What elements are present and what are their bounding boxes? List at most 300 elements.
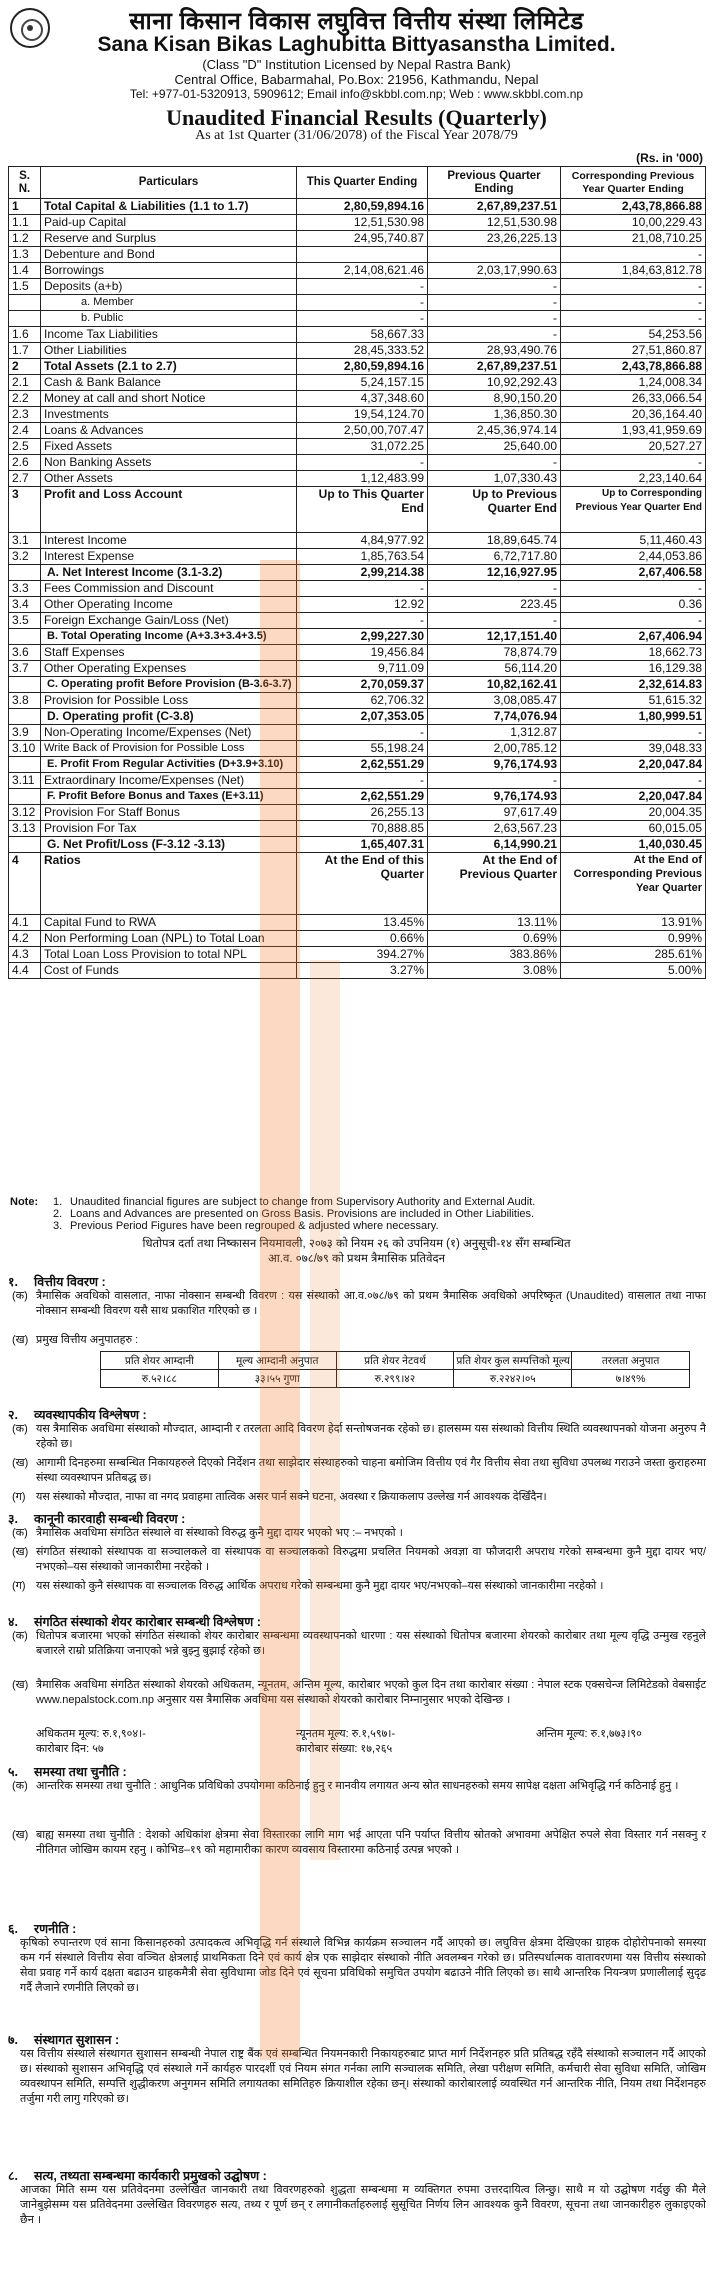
table-cell: Non-Operating Income/Expenses (Net): [41, 725, 297, 741]
table-cell: 3: [9, 487, 41, 533]
table-cell: Interest Expense: [41, 549, 297, 565]
table-cell: 21,08,710.25: [561, 231, 706, 247]
table-cell: Interest Income: [41, 533, 297, 549]
nepali-intro: [20, 1237, 693, 1267]
table-cell: 3.2: [9, 549, 41, 565]
table-row: [9, 645, 706, 661]
section-1-kha: (ख) प्रमुख वित्तीय अनुपातहरु :: [12, 1334, 139, 1346]
section-8-heading: ८. सत्य, तथ्यता सम्बन्धमा कार्यकारी प्रमुखको उद्घोषण :: [8, 2169, 267, 2183]
table-row: [9, 359, 706, 375]
pl-header-row: [9, 487, 706, 533]
table-cell: Ratios: [41, 853, 297, 915]
table-cell: Up to Previous Quarter End: [428, 487, 561, 533]
table-row: [9, 343, 706, 359]
table-cell: मूल्य आम्दानी अनुपात: [218, 1352, 336, 1370]
table-cell: -: [297, 295, 428, 311]
table-cell: 1.2: [9, 231, 41, 247]
table-row: [9, 963, 706, 979]
table-cell: 2,20,047.84: [561, 789, 706, 805]
table-cell: 0.99%: [561, 931, 706, 947]
table-cell: 2,67,406.94: [561, 629, 706, 645]
intro-line: धितोपत्र दर्ता तथा निष्कासन नियमावली, २०७३ को नियम २६ को उपनियम (१) अनुसूची-१४ सँग सम्बन्धित: [142, 1238, 571, 1250]
table-cell: 2.1: [9, 375, 41, 391]
table-cell: -: [297, 773, 428, 789]
section-2-heading: २. व्यवस्थापकीय विश्लेषण :: [8, 1408, 147, 1422]
table-row: [9, 931, 706, 947]
table-cell: 394.27%: [297, 947, 428, 963]
table-cell: 51,615.32: [561, 693, 706, 709]
table-cell: 1,85,763.54: [297, 549, 428, 565]
table-cell: 2.7: [9, 471, 41, 487]
table-cell: 2,03,17,990.63: [428, 263, 561, 279]
table-cell: -: [297, 613, 428, 629]
table-cell: -: [428, 773, 561, 789]
table-cell: 1,40,030.45: [561, 837, 706, 853]
table-cell: -: [297, 725, 428, 741]
section-4-kha: (ख) त्रैमासिक अवधिमा संगठित संस्थाको शेयरको अधिकतम, न्यूनतम, अन्तिम मूल्य, कारोबार भएको कुल दिन तथा कारोबार संख्या : नेपाल स्टक एक्सचेन्ज लिमिटेडको वेबसाईट www.nepalstock.com.np अनुसार यस त्रैमासिक अवधिमा यस संस्थाको शेयरको कारोबार निम्नानुसार भएको देखिन्छ ।: [12, 1679, 706, 1706]
note-item: 2. Loans and Advances are presented on Gross Basis. Provisions are included in Other Liabilities.: [53, 1208, 535, 1220]
table-cell: Provision For Staff Bonus: [41, 805, 297, 821]
table-cell: 3.9: [9, 725, 41, 741]
section-5-kha: (ख) बाह्य समस्या तथा चुनौति : देशको अधिकांश क्षेत्रमा सेवा विस्तारका लागि माग भई आएता पनि पर्याप्त वित्तीय स्रोतको अभावमा अपेक्षित रुपले सेवा विस्तार गर्न नसक्नु र नीतिगत जोखिम कायम रहनु । कोभिड–१९ को महामारीका कारण व्यवसाय विस्तारमा कठिनाई उत्पन्न भएको ।: [12, 1829, 706, 1856]
table-row: [9, 247, 706, 263]
table-cell: 1,84,63,812.78: [561, 263, 706, 279]
table-cell: तरलता अनुपात: [572, 1352, 690, 1370]
table-cell: Other Assets: [41, 471, 297, 487]
table-cell: 10,82,162.41: [428, 677, 561, 693]
table-cell: 2,80,59,894.16: [297, 199, 428, 215]
max-price: अधिकतम मूल्य: रु.१,९०४।-: [36, 1728, 146, 1740]
table-cell: 2,44,053.86: [561, 549, 706, 565]
company-name-english: Sana Kisan Bikas Laghubitta Bittyasanstha Limited.: [97, 33, 616, 56]
table-cell: 1,24,008.34: [561, 375, 706, 391]
table-cell: 60,015.05: [561, 821, 706, 837]
table-cell: 58,667.33: [297, 327, 428, 343]
table-cell: -: [428, 455, 561, 471]
table-cell: 3.6: [9, 645, 41, 661]
table-cell: 19,456.84: [297, 645, 428, 661]
table-cell: 2,99,214.38: [297, 565, 428, 581]
table-cell: [9, 837, 41, 853]
table-cell: 7,74,076.94: [428, 709, 561, 725]
section-3-heading: ३. कानूनी कारवाही सम्बन्धी विवरण :: [8, 1512, 186, 1526]
table-cell: -: [297, 455, 428, 471]
table-cell: 5.00%: [561, 963, 706, 979]
profit-loss-head: [9, 487, 706, 533]
table-cell: 1.5: [9, 279, 41, 295]
table-cell: E. Profit From Regular Activities (D+3.9+3.10): [41, 757, 297, 773]
table-row: [9, 581, 706, 597]
table-row: [9, 597, 706, 613]
table-cell: 54,253.56: [561, 327, 706, 343]
table-cell: 0.66%: [297, 931, 428, 947]
table-cell: Money at call and short Notice: [41, 391, 297, 407]
note-text: Previous Period Figures have been regrouped & adjusted where necessary.: [70, 1220, 439, 1232]
table-cell: रु.५२।८८: [101, 1370, 219, 1388]
table-cell: 285.61%: [561, 947, 706, 963]
table-cell: -: [561, 725, 706, 741]
section-7-text: यस वित्तीय संस्थाले संस्थागत सुशासन सम्बन्धी नेपाल राष्ट्र बैंक एवं सम्बन्धित नियमनकारी निकायहरुबाट प्राप्त मार्ग निर्देशनहरु प्रति प्रतिबद्ध रहँदै संस्थाको सञ्चालन गर्दै आएको छ। संस्थाको सुशासन अभिवृद्धि एवं संस्थाले गर्ने कार्यहरु पारदर्शी एवं नियम संगत गर्नका लागि सञ्चालक समिति, लेखा परीक्षण समिति, कर्मचारी सेवा सुविधा समिति, जोखिम व्यवस्थापन समिति, सम्पत्ति शुद्धीकरण अनुगमन समिति लगायतका समितिहरु क्रियाशील रहेका छन्। संस्थाको कारोबारलाई व्यवस्थित गर्न आन्तरिक नीति, नियम तथा निर्देशनहरु तर्जुमा गरी लागु गरिएको छ।: [20, 2048, 706, 2105]
table-cell: [297, 247, 428, 263]
table-row: [101, 1370, 690, 1388]
table-cell: 2,67,89,237.51: [428, 359, 561, 375]
table-cell: 4: [9, 853, 41, 915]
table-cell: [9, 629, 41, 645]
table-cell: Foreign Exchange Gain/Loss (Net): [41, 613, 297, 629]
table-cell: 2,50,00,707.47: [297, 423, 428, 439]
table-row: [9, 231, 706, 247]
table-cell: Extraordinary Income/Expenses (Net): [41, 773, 297, 789]
col-particulars-header: Particulars: [41, 167, 297, 199]
table-cell: -: [428, 327, 561, 343]
ratio-body: [9, 915, 706, 979]
table-cell: -: [297, 581, 428, 597]
table-cell: 24,95,740.87: [297, 231, 428, 247]
table-cell: F. Profit Before Bonus and Taxes (E+3.11): [41, 789, 297, 805]
table-row: [9, 375, 706, 391]
section-2-ka: (क) यस त्रैमासिक अवधिमा संस्थाको मौज्दात, आम्दानी र तरलता आदि विवरण हेर्दा सन्तोषजनक रहेको छ। हालसम्म यस संस्थाको वित्तीय स्थिति व्यवस्थापनको योजना अनुरुप नै रहेको छ।: [12, 1423, 706, 1450]
table-cell: -: [428, 581, 561, 597]
table-cell: Capital Fund to RWA: [41, 915, 297, 931]
table-row: [9, 455, 706, 471]
table-cell: 2,32,614.83: [561, 677, 706, 693]
table-cell: 1,93,41,959.69: [561, 423, 706, 439]
table-row: [9, 725, 706, 741]
key-ratios-table: [100, 1351, 690, 1388]
table-cell: -: [561, 247, 706, 263]
table-cell: 1.1: [9, 215, 41, 231]
table-cell: 1,12,483.99: [297, 471, 428, 487]
table-cell: 56,114.20: [428, 661, 561, 677]
table-cell: 39,048.33: [561, 741, 706, 757]
table-cell: 12,51,530.98: [297, 215, 428, 231]
table-cell: 2.2: [9, 391, 41, 407]
table-cell: [428, 247, 561, 263]
table-cell: 3.7: [9, 661, 41, 677]
license-line: (Class "D" Institution Licensed by Nepal Rastra Bank): [202, 57, 511, 72]
table-cell: G. Net Profit/Loss (F-3.12 -3.13): [41, 837, 297, 853]
table-row: [9, 215, 706, 231]
table-cell: [9, 295, 41, 311]
table-cell: प्रति शेयर कुल सम्पत्तिको मूल्य: [454, 1352, 572, 1370]
table-cell: 2,67,406.58: [561, 565, 706, 581]
table-cell: At the End of this Quarter: [297, 853, 428, 915]
table-cell: [9, 565, 41, 581]
table-cell: 1: [9, 199, 41, 215]
section-4-ka: (क) धितोपत्र बजारमा भएको संगठित संस्थाको शेयर कारोबार सम्बन्धमा व्यवस्थापनको धारणा : यस संस्थाको धितोपत्र बजारमा शेयरको कारोबार तथा मूल्य वृद्धि उन्मुख रहनुले बजारले राम्रो प्रतिक्रिया जनाएको भन्ने बुझ्नु बुझाई रहेको छ।: [12, 1630, 706, 1657]
table-row: [9, 279, 706, 295]
min-price: न्यूनतम मूल्य: रु.१,५९७।-: [296, 1728, 396, 1740]
table-cell: 4.4: [9, 963, 41, 979]
table-cell: [9, 311, 41, 327]
table-cell: Other Liabilities: [41, 343, 297, 359]
table-cell: Provision for Possible Loss: [41, 693, 297, 709]
section-5-heading: ५. समस्या तथा चुनौति :: [8, 1765, 127, 1779]
table-cell: 12,51,530.98: [428, 215, 561, 231]
table-cell: 3.4: [9, 597, 41, 613]
table-cell: 2,43,78,866.88: [561, 199, 706, 215]
section-3-ga: (ग) यस संस्थाको कुनै संस्थापक वा सञ्चालक विरुद्ध आर्थिक अपराध गरेको सम्बन्धमा कुनै मुद्दा दायर भए/नभएको–यस संस्थाको जानकारीमा नरहेको ।: [12, 1580, 604, 1592]
table-cell: [9, 789, 41, 805]
table-cell: 20,36,164.40: [561, 407, 706, 423]
table-cell: 6,14,990.21: [428, 837, 561, 853]
last-price: अन्तिम मूल्य: रु.१,७७३।९०: [536, 1728, 642, 1740]
table-cell: 3.27%: [297, 963, 428, 979]
table-cell: 9,76,174.93: [428, 757, 561, 773]
table-cell: 2,14,08,621.46: [297, 263, 428, 279]
table-cell: -: [297, 311, 428, 327]
table-cell: Deposits (a+b): [41, 279, 297, 295]
table-cell: -: [428, 311, 561, 327]
table-cell: 1,80,999.51: [561, 709, 706, 725]
currency-unit: (Rs. in '000): [636, 151, 703, 165]
table-row: [9, 915, 706, 931]
table-cell: 2,62,551.29: [297, 757, 428, 773]
table-row: [9, 805, 706, 821]
table-cell: 10,00,229.43: [561, 215, 706, 231]
table-cell: 97,617.49: [428, 805, 561, 821]
table-cell: 78,874.79: [428, 645, 561, 661]
table-cell: 12.92: [297, 597, 428, 613]
table-cell: a. Member: [41, 295, 297, 311]
table-cell: 2,00,785.12: [428, 741, 561, 757]
ratio-header-row: [9, 853, 706, 915]
table-cell: 1,36,850.30: [428, 407, 561, 423]
table-row: [9, 773, 706, 789]
table-cell: Income Tax Liabilities: [41, 327, 297, 343]
table-cell: 27,51,860.87: [561, 343, 706, 359]
table-cell: -: [561, 613, 706, 629]
table-row: [9, 407, 706, 423]
table-cell: b. Public: [41, 311, 297, 327]
table-cell: 2,80,59,894.16: [297, 359, 428, 375]
table-cell: -: [428, 295, 561, 311]
table-cell: 28,93,490.76: [428, 343, 561, 359]
table-row: [9, 311, 706, 327]
table-cell: C. Operating profit Before Provision (B-3.6-3.7): [41, 677, 297, 693]
table-cell: 2,67,89,237.51: [428, 199, 561, 215]
table-cell: 1,312.87: [428, 725, 561, 741]
table-cell: 18,662.73: [561, 645, 706, 661]
section-2-ga: (ग) यस संस्थाको मौज्दात, नाफा वा नगद प्रवाहमा तात्विक असर पार्न सक्ने घटना, अवस्था र क्रियाकलाप उल्लेख गर्न आवश्यक देखिँदैन।: [12, 1491, 547, 1503]
table-cell: 3.08%: [428, 963, 561, 979]
table-cell: Other Operating Income: [41, 597, 297, 613]
table-cell: 3.5: [9, 613, 41, 629]
table-cell: 10,92,292.43: [428, 375, 561, 391]
balance-sheet-body: [9, 199, 706, 487]
table-cell: 2,62,551.29: [297, 789, 428, 805]
section-3-kha: (ख) संगठित संस्थाको संस्थापक वा सञ्चालकले वा संस्थापक वा सञ्चालकको विरुद्धमा प्रचलित नियमको अवज्ञा वा फौजदारी अपराध गरेको सम्बन्धमा कुनै मुद्दा दायर भए/नभएको–यस संस्थाको जानकारीमा नरहेको ।: [12, 1546, 706, 1573]
table-row: [9, 757, 706, 773]
table-cell: ७।४९%: [572, 1370, 690, 1388]
table-cell: 9,711.09: [297, 661, 428, 677]
table-cell: 8,90,150.20: [428, 391, 561, 407]
ratio-head: [9, 853, 706, 915]
table-cell: 1,07,330.43: [428, 471, 561, 487]
table-cell: A. Net Interest Income (3.1-3.2): [41, 565, 297, 581]
table-cell: प्रति शेयर नेटवर्थ: [336, 1352, 454, 1370]
table-cell: B. Total Operating Income (A+3.3+3.4+3.5): [41, 629, 297, 645]
profit-loss-body: [9, 533, 706, 853]
table-cell: Up to This Quarter End: [297, 487, 428, 533]
table-cell: Borrowings: [41, 263, 297, 279]
table-cell: प्रति शेयर आम्दानी: [101, 1352, 219, 1370]
table-cell: 3.10: [9, 741, 41, 757]
table-cell: 2.4: [9, 423, 41, 439]
table-cell: 4,37,348.60: [297, 391, 428, 407]
col-previous-quarter-header: Previous Quarter Ending: [428, 167, 561, 199]
section-1-heading: १. वित्तीय विवरण :: [8, 1275, 106, 1289]
table-cell: ३३।५५ गुणा: [218, 1370, 336, 1388]
table-cell: 16,129.38: [561, 661, 706, 677]
table-row: [9, 391, 706, 407]
table-cell: 6,72,717.80: [428, 549, 561, 565]
table-cell: 3.3: [9, 581, 41, 597]
table-cell: 3.11: [9, 773, 41, 789]
table-cell: 3.8: [9, 693, 41, 709]
table-row: [9, 533, 706, 549]
report-header: [0, 0, 713, 150]
section-8-text: आजका मिति सम्म यस प्रतिवेदनमा उल्लेखित जानकारी तथा विवरणहरुको शुद्धता सम्बन्धमा म व्यक्तिगत रुपमा उत्तरदायित्व लिन्छु। साथै म यो उद्घोषण गर्दछु की मैले जानेबुझेसम्म यस प्रतिवेदनमा उल्लेखित विवरणहरु सत्य, तथ्य र पूर्ण छन् र लगानीकर्ताहरुलाई सुसूचित निर्णय लिन आवश्यक कुनै विवरण, सूचना तथा जानकारीहरु लुकाइएको छैन ।: [20, 2184, 706, 2226]
table-cell: 18,89,645.74: [428, 533, 561, 549]
table-cell: 55,198.24: [297, 741, 428, 757]
table-cell: Total Capital & Liabilities (1.1 to 1.7): [41, 199, 297, 215]
table-cell: रु.२९९।४२: [336, 1370, 454, 1388]
table-row: [9, 789, 706, 805]
table-row: [9, 423, 706, 439]
table-cell: 13.45%: [297, 915, 428, 931]
table-cell: [9, 709, 41, 725]
table-cell: Reserve and Surplus: [41, 231, 297, 247]
note-item: 1. Unaudited financial figures are subject to change from Supervisory Authority and External Audit.: [53, 1196, 536, 1208]
note-text: Loans and Advances are presented on Gross Basis. Provisions are included in Other Liabilities.: [70, 1208, 535, 1220]
table-cell: 4.3: [9, 947, 41, 963]
section-2-kha: (ख) आगामी दिनहरुमा सम्बन्धित निकायहरुले दिएको निर्देशन तथा साझेदार संस्थाहरुको चाहना बमोजिम वित्तीय एवं गैर वित्तीय सेवा तथा सुविधा उपलब्ध गराउने जस्ता कुराहरुमा संस्था व्यवस्थापन प्रतिबद्ध छ।: [12, 1457, 706, 1484]
table-cell: 28,45,333.52: [297, 343, 428, 359]
table-cell: 13.91%: [561, 915, 706, 931]
table-cell: Provision For Tax: [41, 821, 297, 837]
table-cell: -: [428, 613, 561, 629]
table-cell: Debenture and Bond: [41, 247, 297, 263]
table-cell: -: [561, 295, 706, 311]
table-cell: 2,99,227.30: [297, 629, 428, 645]
table-cell: 4.2: [9, 931, 41, 947]
table-cell: -: [297, 279, 428, 295]
table-cell: 1.6: [9, 327, 41, 343]
table-cell: 12,17,151.40: [428, 629, 561, 645]
table-cell: Profit and Loss Account: [41, 487, 297, 533]
financial-results-table: [8, 166, 706, 979]
company-name-nepali: साना किसान विकास लघुवित्त वित्तीय संस्था लिमिटेड: [129, 8, 584, 35]
table-row: [9, 677, 706, 693]
table-cell: 2,45,36,974.14: [428, 423, 561, 439]
table-row: [9, 661, 706, 677]
table-cell: Cash & Bank Balance: [41, 375, 297, 391]
section-5-ka: (क) आन्तरिक समस्या तथा चुनौति : आधुनिक प्रविधिको उपयोगमा कठिनाई हुनु र मानवीय लगायत अन्य स्रोत साधनहरुको समय सापेक्ष दक्षता अभिवृद्धि गर्न कठिनाई हुनु ।: [12, 1780, 679, 1792]
table-cell: Loans & Advances: [41, 423, 297, 439]
table-row: [9, 295, 706, 311]
table-cell: 2,23,140.64: [561, 471, 706, 487]
table-cell: 31,072.25: [297, 439, 428, 455]
table-cell: 26,255.13: [297, 805, 428, 821]
table-cell: At the End of Previous Quarter: [428, 853, 561, 915]
table-row: [9, 821, 706, 837]
section-1-ka: (क) त्रैमासिक अवधिको वासलात, नाफा नोक्सान सम्बन्धी विवरण : यस संस्थाको आ.व.०७८/७९ को प्रथम त्रैमासिक अवधिको अपरिष्कृत (Unaudited) वासलात तथा नाफा नोक्सान सम्बन्धी विवरण यसै साथ प्रकाशित गरिएको छ ।: [12, 1290, 706, 1317]
table-cell: 223.45: [428, 597, 561, 613]
table-cell: 23,26,225.13: [428, 231, 561, 247]
table-cell: 4,84,977.92: [297, 533, 428, 549]
table-cell: 9,76,174.93: [428, 789, 561, 805]
transaction-count: कारोबार संख्या: १७,२६५: [296, 1743, 393, 1755]
table-cell: 19,54,124.70: [297, 407, 428, 423]
table-cell: Paid-up Capital: [41, 215, 297, 231]
table-cell: Non Banking Assets: [41, 455, 297, 471]
table-row: [9, 549, 706, 565]
table-cell: 383.86%: [428, 947, 561, 963]
table-cell: 2.5: [9, 439, 41, 455]
table-row: [9, 741, 706, 757]
table-row: [9, 439, 706, 455]
table-cell: 3.1: [9, 533, 41, 549]
table-cell: [9, 677, 41, 693]
table-cell: 5,11,460.43: [561, 533, 706, 549]
report-subtitle: As at 1st Quarter (31/06/2078) of the Fiscal Year 2078/79: [195, 128, 518, 143]
table-row: [9, 709, 706, 725]
note-text: Unaudited financial figures are subject to change from Supervisory Authority and External Audit.: [70, 1196, 536, 1208]
table-header-row: [9, 167, 706, 199]
table-cell: Staff Expenses: [41, 645, 297, 661]
col-corresponding-year-header: Corresponding Previous Year Quarter Ending: [561, 167, 706, 199]
table-row: [9, 947, 706, 963]
table-cell: -: [561, 455, 706, 471]
trading-days: कारोबार दिन: ५७: [36, 1743, 104, 1755]
table-cell: 2,70,059.37: [297, 677, 428, 693]
table-cell: [9, 757, 41, 773]
table-cell: 70,888.85: [297, 821, 428, 837]
table-row: [9, 693, 706, 709]
table-row: [9, 471, 706, 487]
table-cell: 1,65,407.31: [297, 837, 428, 853]
report-title: Unaudited Financial Results (Quarterly): [166, 105, 547, 130]
table-cell: -: [561, 581, 706, 597]
section-3-ka: (क) त्रैमासिक अवधिमा संगठित संस्थाले वा संस्थाको विरुद्ध कुनै मुद्दा दायर भएको भए :– नभएको ।: [12, 1527, 403, 1539]
table-cell: Cost of Funds: [41, 963, 297, 979]
table-cell: 20,004.35: [561, 805, 706, 821]
table-cell: -: [561, 279, 706, 295]
table-cell: At the End of Corresponding Previous Year Quarter: [561, 853, 706, 915]
table-cell: 1.3: [9, 247, 41, 263]
table-cell: D. Operating profit (C-3.8): [41, 709, 297, 725]
table-cell: 2,07,353.05: [297, 709, 428, 725]
table-row: [9, 199, 706, 215]
table-cell: 0.69%: [428, 931, 561, 947]
table-cell: Fees Commission and Discount: [41, 581, 297, 597]
table-cell: 2.3: [9, 407, 41, 423]
table-cell: 2,63,567.23: [428, 821, 561, 837]
table-cell: -: [561, 311, 706, 327]
table-cell: रु.२२४२।०५: [454, 1370, 572, 1388]
table-row: [9, 613, 706, 629]
table-cell: 1.4: [9, 263, 41, 279]
table-cell: 20,527.27: [561, 439, 706, 455]
col-sn-header: S. N.: [9, 167, 41, 199]
table-cell: Investments: [41, 407, 297, 423]
table-cell: Other Operating Expenses: [41, 661, 297, 677]
table-cell: Fixed Assets: [41, 439, 297, 455]
table-cell: Write Back of Provision for Possible Loss: [41, 741, 297, 757]
section-6-text: कृषिको रुपान्तरण एवं साना किसानहरुको उत्पादकत्व अभिवृद्धि गर्न संस्थाले विभिन्न कार्यक्रम सञ्चालन गर्दै आएको छ। लघुवित्त क्षेत्रमा देखिएका ग्राहक दोहोरोपनाको समस्या कम गर्न संस्थाले वित्तीय सेवा वञ्चित क्षेत्रलाई प्राथमिकता दिने एवं कार्य क्षेत्र एक साझेदार संस्थाको नीति अवलम्बन गरेको छ। प्रतिस्पर्धात्मक वातावरणमा यस वित्तीय संस्थाको सेवा प्रवाह गर्ने कार्य दक्षता बढाउन ग्राहकमैत्री सेवा सुविधामा जोड दिने एवं सूचना प्रविधिको समुचित उपयोग बढाउने नीति लिएको छ। साथै आन्तरिक नियन्त्रण प्रणालीलाई सुदृढ गर्दै लैजाने रणनीति लिएको छ।: [20, 1937, 706, 1994]
table-cell: 3.13: [9, 821, 41, 837]
